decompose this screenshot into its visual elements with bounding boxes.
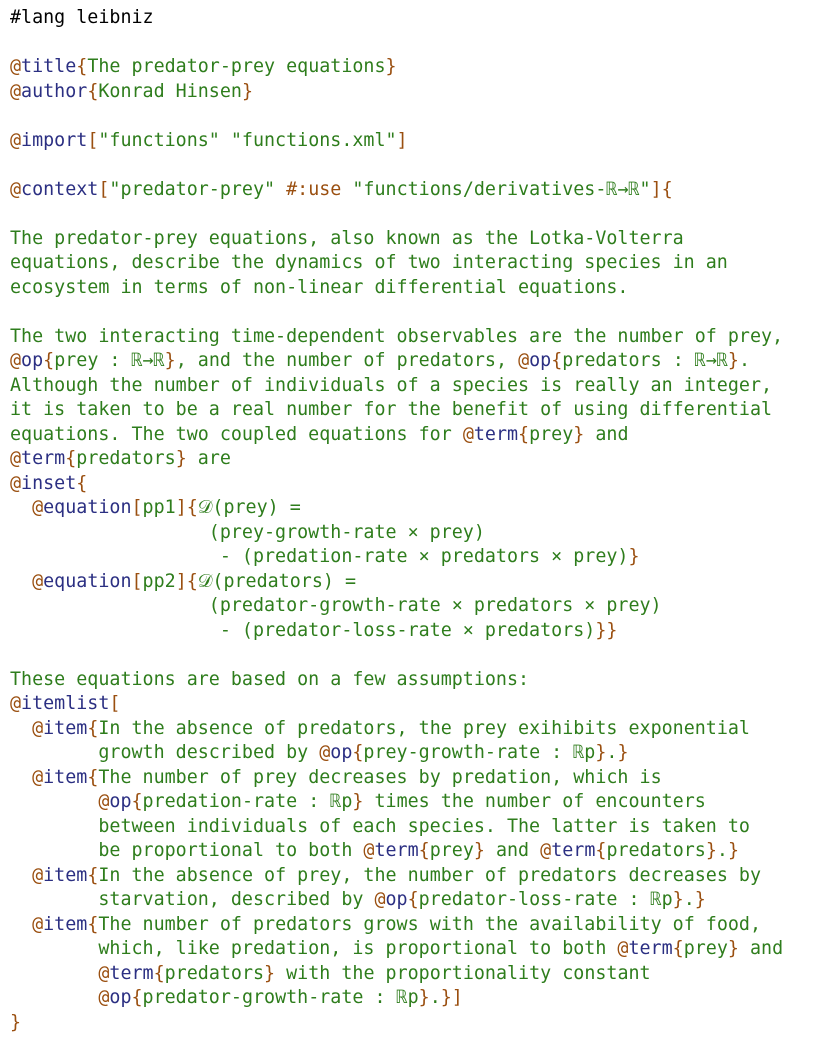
command-name-token: item xyxy=(43,913,88,935)
code-line xyxy=(10,447,830,472)
bracket-token: [ xyxy=(109,693,121,714)
code-line xyxy=(10,349,830,374)
code-line xyxy=(10,325,830,350)
prose-token: predators : ℝ→ℝ xyxy=(562,350,728,371)
at-sign-token: @ xyxy=(462,423,474,445)
code-plain-token xyxy=(10,718,32,739)
code-line xyxy=(10,741,830,766)
brace-token: { xyxy=(131,791,143,812)
at-sign-token: @ xyxy=(10,448,22,469)
brace-token: { xyxy=(65,448,77,469)
at-sign-token: @ xyxy=(540,840,552,861)
code-line xyxy=(10,692,830,717)
code-line xyxy=(10,178,830,203)
code-plain-token xyxy=(10,914,32,935)
code-line xyxy=(10,423,830,448)
prose-token: predators xyxy=(164,962,265,984)
at-sign-token: @ xyxy=(10,80,22,102)
code-line xyxy=(10,129,830,154)
command-name-token: equation xyxy=(43,497,132,518)
prose-token: . xyxy=(716,840,728,861)
at-sign-token: @ xyxy=(32,717,44,739)
string-token: "functions/derivatives-ℝ→ℝ" xyxy=(341,178,651,200)
brace-token: } xyxy=(164,350,176,371)
at-sign-token: @ xyxy=(617,938,629,959)
prose-token: In the absence of predators, the prey exihibits exponential xyxy=(98,717,750,739)
at-sign-token: @ xyxy=(374,889,386,910)
brace-token: { xyxy=(518,423,530,445)
bracket-token: ] xyxy=(650,178,662,200)
code-line xyxy=(10,153,830,178)
brace-token: { xyxy=(407,889,419,910)
prose-token: . xyxy=(683,889,695,910)
prose-token: which, like predation, is proportional to both xyxy=(10,938,618,959)
at-sign-token: @ xyxy=(10,472,22,494)
prose-token: and xyxy=(738,938,784,959)
command-name-token: term xyxy=(473,423,519,445)
at-sign-token: @ xyxy=(10,178,22,200)
code-line xyxy=(10,545,830,570)
prose-token: ecosystem in terms of non-linear differential equations. xyxy=(10,276,629,298)
prose-token: times the number of encounters xyxy=(363,791,706,812)
prose-token: prey : ℝ→ℝ xyxy=(54,350,165,371)
prose-token: prey xyxy=(429,840,474,861)
code-line xyxy=(10,398,830,423)
brace-token: { xyxy=(76,472,88,494)
prose-token: with the proportionality constant xyxy=(275,962,651,984)
brace-token: { xyxy=(551,350,563,371)
prose-token: predators xyxy=(606,840,706,861)
command-name-token: op xyxy=(385,889,408,910)
code-line xyxy=(10,31,830,56)
code-line xyxy=(10,594,830,619)
code-line xyxy=(10,202,830,227)
brace-token: { xyxy=(87,913,99,935)
prose-token: be proportional to both xyxy=(10,840,364,861)
command-name-token: import xyxy=(21,129,88,151)
at-sign-token: @ xyxy=(10,693,22,714)
code-line xyxy=(10,986,830,1011)
at-sign-token: @ xyxy=(319,742,331,763)
code-line xyxy=(10,839,830,864)
prose-token: (prey-growth-rate × prey) xyxy=(10,521,485,543)
prose-token: between individuals of each species. The latter is taken to xyxy=(10,815,750,837)
prose-token: , and the number of predators, xyxy=(175,350,519,371)
bracket-token: ] xyxy=(451,987,463,1008)
prose-token xyxy=(10,963,98,984)
brace-token: { xyxy=(76,56,88,77)
brace-token: { xyxy=(672,938,684,959)
command-name-token: op xyxy=(21,350,44,371)
brace-token: { xyxy=(43,350,55,371)
at-sign-token: @ xyxy=(98,791,110,812)
code-line xyxy=(10,374,830,399)
code-line xyxy=(10,864,830,889)
brace-token: { xyxy=(352,742,364,763)
prose-token: predator-growth-rate : ℝp xyxy=(142,987,419,1008)
brace-token: } xyxy=(241,80,253,102)
prose-token: The two interacting time-dependent observables are the number of prey, xyxy=(10,325,784,347)
prose-token: prey xyxy=(683,938,728,959)
brace-token: { xyxy=(87,80,99,102)
command-name-token: op xyxy=(330,742,353,763)
bracket-token: [ xyxy=(131,570,143,592)
brace-token: } xyxy=(418,987,430,1008)
command-name-token: op xyxy=(109,987,132,1008)
at-sign-token: @ xyxy=(98,987,110,1008)
bracket-token: ] xyxy=(396,129,408,151)
code-line xyxy=(10,643,830,668)
command-name-token: equation xyxy=(43,570,132,592)
code-line xyxy=(10,80,830,105)
at-sign-token: @ xyxy=(32,766,44,788)
prose-token: These equations are based on a few assumptions: xyxy=(10,668,530,690)
prose-token: equations. The two coupled equations for xyxy=(10,423,463,445)
code-line xyxy=(10,104,830,129)
brace-token: } xyxy=(694,889,706,910)
command-name-token: item xyxy=(43,864,88,886)
command-name-token: term xyxy=(21,448,66,469)
command-name-token: context xyxy=(21,178,99,200)
brace-token: } xyxy=(573,423,585,445)
prose-token: The predator-prey equations, also known as the Lotka-Volterra xyxy=(10,227,684,249)
code-line xyxy=(10,668,830,693)
brace-token: } xyxy=(628,546,640,567)
at-sign-token: @ xyxy=(98,962,110,984)
code-line xyxy=(10,717,830,742)
brace-token: } xyxy=(595,742,607,763)
bracket-token: ] xyxy=(175,497,187,518)
command-name-token: term xyxy=(628,938,673,959)
brace-token: } xyxy=(617,742,629,763)
brace-token: } xyxy=(10,1011,22,1033)
command-name-token: author xyxy=(21,80,88,102)
prose-token: Although the number of individuals of a species is really an integer, xyxy=(10,374,773,396)
brace-token: { xyxy=(595,840,607,861)
at-sign-token: @ xyxy=(363,840,375,861)
prose-token: growth described by xyxy=(10,742,320,763)
prose-token: prey xyxy=(529,423,574,445)
brace-token: { xyxy=(153,962,165,984)
command-name-token: inset xyxy=(21,472,77,494)
brace-token: { xyxy=(418,840,430,861)
prose-token: 𝒟(prey) = xyxy=(197,497,301,518)
command-name-token: term xyxy=(109,962,154,984)
code-plain-token xyxy=(10,865,32,886)
prose-token: The number of predators grows with the availability of food, xyxy=(98,913,762,935)
brace-token: { xyxy=(131,987,143,1008)
prose-token: starvation, described by xyxy=(10,889,375,910)
code-line xyxy=(10,276,830,301)
brace-token: { xyxy=(186,497,198,518)
brace-token: } xyxy=(705,840,717,861)
code-line xyxy=(10,251,830,276)
bracket-token: ] xyxy=(175,570,187,592)
command-name-token: itemlist xyxy=(21,693,110,714)
code-line xyxy=(10,496,830,521)
brace-token: { xyxy=(87,864,99,886)
prose-token: predators xyxy=(76,448,176,469)
keyword-token: #:use xyxy=(286,178,342,200)
code-line xyxy=(10,766,830,791)
brace-token: } xyxy=(385,56,397,77)
prose-token: . xyxy=(429,987,441,1008)
prose-token: The number of prey decreases by predation, which is xyxy=(98,766,662,788)
prose-token: . xyxy=(738,350,751,371)
brace-token: { xyxy=(661,178,673,200)
code-line xyxy=(10,619,830,644)
code-line xyxy=(10,913,830,938)
command-name-token: op xyxy=(529,350,552,371)
code-line xyxy=(10,6,830,31)
brace-token: } xyxy=(727,350,739,371)
at-sign-token: @ xyxy=(518,350,530,371)
prose-token: (predator-growth-rate × predators × prey) xyxy=(10,595,662,616)
brace-token: } xyxy=(440,987,452,1008)
code-line xyxy=(10,888,830,913)
brace-token: } xyxy=(672,889,684,910)
command-name-token: term xyxy=(374,840,419,861)
brace-token: } xyxy=(727,938,739,959)
code-plain-token xyxy=(10,497,32,518)
prose-token: and xyxy=(484,840,541,861)
brace-token: { xyxy=(186,570,198,592)
code-plain-token xyxy=(10,571,32,592)
prose-token: equations, describe the dynamics of two interacting species in an xyxy=(10,252,728,273)
at-sign-token: @ xyxy=(10,56,22,77)
prose-token: The predator-prey equations xyxy=(87,56,386,77)
bracket-token: [ xyxy=(98,178,110,200)
code-line xyxy=(10,472,830,497)
code-line xyxy=(10,962,830,987)
at-sign-token: @ xyxy=(10,350,22,371)
at-sign-token: @ xyxy=(32,913,44,935)
at-sign-token: @ xyxy=(10,129,22,151)
brace-token: }} xyxy=(595,619,618,641)
code-line xyxy=(10,521,830,546)
brace-token: { xyxy=(87,717,99,739)
prose-token: predation-rate : ℝp xyxy=(142,791,353,812)
code-line xyxy=(10,937,830,962)
command-name-token: term xyxy=(551,840,596,861)
bracket-token: [ xyxy=(131,497,143,518)
code-line xyxy=(10,227,830,252)
brace-token: } xyxy=(264,962,276,984)
at-sign-token: @ xyxy=(32,864,44,886)
string-token: "predator-prey" xyxy=(109,178,287,200)
prose-token: and xyxy=(584,423,629,445)
at-sign-token: @ xyxy=(32,570,44,592)
prose-token: it is taken to be a real number for the benefit of using differential xyxy=(10,399,773,420)
prose-token: predator-loss-rate : ℝp xyxy=(418,889,673,910)
prose-token: . xyxy=(606,742,618,763)
code-line xyxy=(10,790,830,815)
command-name-token: item xyxy=(43,717,88,739)
prose-token: In the absence of prey, the number of predators decreases by xyxy=(98,864,762,886)
code-line xyxy=(10,570,830,595)
code-line xyxy=(10,1011,830,1036)
code-line xyxy=(10,55,830,80)
brace-token: } xyxy=(175,448,187,469)
bracket-token: [ xyxy=(87,129,99,151)
brace-token: } xyxy=(727,840,739,861)
code-line xyxy=(10,815,830,840)
at-sign-token: @ xyxy=(32,497,44,518)
brace-token: { xyxy=(87,766,99,788)
code-line xyxy=(10,300,830,325)
brace-token: } xyxy=(473,840,485,861)
prose-token: pp1 xyxy=(142,497,176,518)
prose-token: pp2 xyxy=(142,570,176,592)
prose-token xyxy=(10,791,98,812)
prose-token: 𝒟(predators) = xyxy=(197,570,356,592)
brace-token: } xyxy=(352,791,364,812)
string-token: "functions" "functions.xml" xyxy=(98,129,397,151)
prose-token: Konrad Hinsen xyxy=(98,80,242,102)
command-name-token: item xyxy=(43,766,88,788)
prose-token: - (predator-loss-rate × predators) xyxy=(10,619,596,641)
prose-token: prey-growth-rate : ℝp xyxy=(363,742,596,763)
command-name-token: op xyxy=(109,791,132,812)
code-plain-token: #lang leibniz xyxy=(10,7,154,28)
prose-token: - (predation-rate × predators × prey) xyxy=(10,546,629,567)
prose-token xyxy=(10,987,98,1008)
prose-token: are xyxy=(186,448,231,469)
code-plain-token xyxy=(10,767,32,788)
command-name-token: title xyxy=(21,56,77,77)
